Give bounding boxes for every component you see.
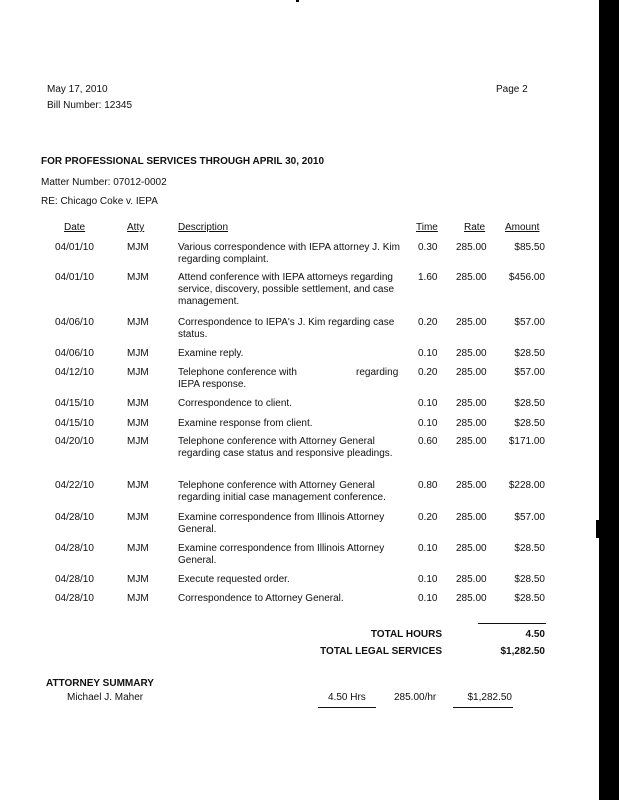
entry-time: 0.20: [418, 367, 438, 378]
page-number: Page 2: [496, 84, 528, 95]
entry-description: Telephone conference with Attorney General regarding initial case management conference.: [178, 480, 386, 503]
bill-number: Bill Number: 12345: [47, 100, 133, 111]
col-header-amount: Amount: [505, 222, 540, 233]
entry-rate: 285.00: [456, 367, 487, 378]
entry-time: 0.10: [418, 398, 438, 409]
entry-description: Various correspondence with IEPA attorney J. Kim regarding complaint.: [178, 242, 400, 265]
entry-description: IEPA response.: [178, 379, 247, 390]
entry-time: 0.60: [418, 436, 438, 447]
entry-description: Correspondence to Attorney General.: [178, 593, 344, 604]
entry-amount: $28.50: [514, 398, 545, 409]
entry-rate: 285.00: [456, 242, 487, 253]
entry-description: Examine response from client.: [178, 418, 313, 429]
entry-description: Examine correspondence from Illinois Attorney General.: [178, 512, 385, 535]
entry-rate: 285.00: [456, 593, 487, 604]
entry-atty: MJM: [127, 418, 149, 429]
entry-atty: MJM: [127, 272, 149, 283]
total-services-label: TOTAL LEGAL SERVICES: [320, 646, 442, 657]
entry-description: regarding: [356, 367, 399, 378]
entry-date: 04/01/10: [55, 242, 94, 253]
entry-description: Correspondence to IEPA's J. Kim regarding case status.: [178, 317, 395, 340]
entry-atty: MJM: [127, 436, 149, 447]
scan-mark: [596, 520, 599, 538]
entry-rate: 285.00: [456, 317, 487, 328]
entry-amount: $57.00: [514, 317, 545, 328]
entry-amount: $171.00: [508, 436, 545, 447]
entry-date: 04/28/10: [55, 593, 94, 604]
entry-description: Examine reply.: [178, 348, 244, 359]
entry-time: 0.80: [418, 480, 438, 491]
entry-time: 1.60: [418, 272, 438, 283]
total-services-value: $1,282.50: [500, 646, 545, 657]
entry-time: 0.20: [418, 317, 438, 328]
attorney-rate: 285.00/hr: [394, 692, 437, 703]
attorney-summary-title: ATTORNEY SUMMARY: [46, 678, 154, 689]
entry-description: Telephone conference with: [178, 367, 297, 378]
entry-atty: MJM: [127, 574, 149, 585]
col-header-description: Description: [178, 222, 229, 233]
entry-atty: MJM: [127, 242, 149, 253]
col-header-rate: Rate: [464, 222, 486, 233]
re-line: RE: Chicago Coke v. IEPA: [41, 196, 158, 207]
col-header-atty: Atty: [127, 222, 145, 233]
entry-amount: $28.50: [514, 543, 545, 554]
entry-time: 0.30: [418, 242, 438, 253]
entry-amount: $28.50: [514, 418, 545, 429]
entry-amount: $28.50: [514, 348, 545, 359]
col-header-date: Date: [64, 222, 86, 233]
entry-atty: MJM: [127, 348, 149, 359]
section-title: FOR PROFESSIONAL SERVICES THROUGH APRIL 30, 2010: [41, 156, 325, 167]
totals-rule: [478, 623, 546, 624]
entry-atty: MJM: [127, 593, 149, 604]
entry-rate: 285.00: [456, 574, 487, 585]
entry-amount: $28.50: [514, 574, 545, 585]
attorney-amount: $1,282.50: [467, 692, 512, 703]
entry-time: 0.10: [418, 593, 438, 604]
attorney-name: Michael J. Maher: [67, 692, 144, 703]
entry-rate: 285.00: [456, 418, 487, 429]
entry-atty: MJM: [127, 480, 149, 491]
entry-atty: MJM: [127, 512, 149, 523]
matter-number: Matter Number: 07012-0002: [41, 177, 167, 188]
bill-date: May 17, 2010: [47, 84, 108, 95]
entry-date: 04/15/10: [55, 398, 94, 409]
entry-date: 04/22/10: [55, 480, 94, 491]
entry-amount: $57.00: [514, 512, 545, 523]
entry-date: 04/06/10: [55, 317, 94, 328]
entry-atty: MJM: [127, 367, 149, 378]
entry-rate: 285.00: [456, 272, 487, 283]
entry-date: 04/28/10: [55, 574, 94, 585]
entry-rate: 285.00: [456, 480, 487, 491]
entry-time: 0.10: [418, 543, 438, 554]
entry-amount: $85.50: [514, 242, 545, 253]
entry-atty: MJM: [127, 317, 149, 328]
entry-date: 04/20/10: [55, 436, 94, 447]
attorney-amount-rule: [453, 707, 513, 708]
entry-amount: $228.00: [508, 480, 545, 491]
entry-amount: $456.00: [508, 272, 545, 283]
entry-description: Attend conference with IEPA attorneys regarding service, discovery, possible settlement, and case management.: [178, 272, 395, 307]
entry-date: 04/01/10: [55, 272, 94, 283]
entry-time: 0.10: [418, 418, 438, 429]
entry-description: Correspondence to client.: [178, 398, 292, 409]
entry-description: Execute requested order.: [178, 574, 290, 585]
entry-rate: 285.00: [456, 348, 487, 359]
entry-date: 04/28/10: [55, 512, 94, 523]
entry-time: 0.20: [418, 512, 438, 523]
entry-date: 04/12/10: [55, 367, 94, 378]
attorney-hours-rule: [318, 707, 376, 708]
entry-rate: 285.00: [456, 398, 487, 409]
entry-atty: MJM: [127, 543, 149, 554]
entry-date: 04/28/10: [55, 543, 94, 554]
entry-date: 04/06/10: [55, 348, 94, 359]
entry-description: Telephone conference with Attorney General regarding case status and responsive pleadings.: [178, 436, 393, 459]
entry-amount: $57.00: [514, 367, 545, 378]
entry-rate: 285.00: [456, 512, 487, 523]
entry-date: 04/15/10: [55, 418, 94, 429]
entry-atty: MJM: [127, 398, 149, 409]
attorney-hours: 4.50 Hrs: [328, 692, 366, 703]
entry-time: 0.10: [418, 348, 438, 359]
entry-rate: 285.00: [456, 543, 487, 554]
total-hours-label: TOTAL HOURS: [370, 629, 442, 640]
scan-mark: [296, 0, 299, 2]
entry-description: Examine correspondence from Illinois Attorney General.: [178, 543, 385, 566]
total-hours-value: 4.50: [525, 629, 545, 640]
entry-rate: 285.00: [456, 436, 487, 447]
scan-border: [599, 0, 619, 800]
entry-time: 0.10: [418, 574, 438, 585]
entry-amount: $28.50: [514, 593, 545, 604]
col-header-time: Time: [416, 222, 438, 233]
